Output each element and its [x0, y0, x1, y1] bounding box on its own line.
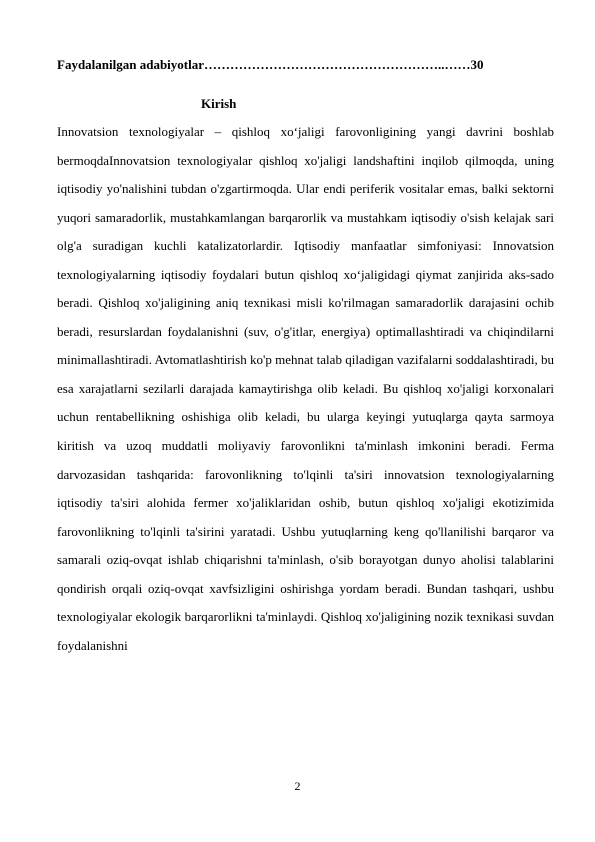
body-paragraph: Innovatsion texnologiyalar – qishloq xo‘jaligi farovonligining yangi davrini boshlab bermoqdaInnovatsion texnologiyalar qishloq xo'jaligi landshaftini inqilob qilmoqda, uning iqtisodiy yo'nalishini tubdan o'zgartirmoqda. Ular endi periferik vositalar emas, balki sektorni yuqori samaradorlik, mustahkamlangan barqarorlik va mustahkam iqtisodiy o'sish kelajak sari olg'a suradigan kuchli katalizatorlardir. Iqtisodiy manfaatlar simfoniyasi: Innovatsion texnologiyalarning iqtisodiy foydalari butun qishloq xo‘jaligidagi qiymat zanjirida aks-sado beradi. Qishloq xo'jaligining aniq texnikasi misli ko'rilmagan samaradorlik darajasini ochib beradi, resurslardan foydalanishni (suv, o'g'itlar, energiya) optimallashtiradi va chiqindilarni minimallashtiradi. Avtomatlashtirish ko'p mehnat talab qiladigan vazifalarni soddalashtiradi, bu esa xarajatlarni sezilarli darajada kamaytirishga olib keladi. Bu qishloq xo'jaligi korxonalari uchun rentabellikning oshishiga olib keladi, bu ularga keyingi yutuqlarga qayta sarmoya kiritish va uzoq muddatli moliyaviy farovonlikni ta'minlash imkonini beradi. Ferma darvozasidan tashqarida: farovonlikning to'lqinli ta'siri innovatsion texnologiyalarning iqtisodiy ta'siri alohida fermer xo'jaliklaridan oshib, butun qishloq xo'jaligi ekotizimida farovonlikning to'lqinli ta'sirini yaratadi. Ushbu yutuqlarning keng qo'llanilishi barqaror va samarali oziq-ovqat ishlab chiqarishni ta'minlash, o'sib borayotgan dunyo aholisi talablarini qondirish orqali oziq-ovqat xavfsizligini oshirishga yordam beradi. Bundan tashqari, ushbu texnologiyalar ekologik barqarorlikni ta'minlaydi. Qishloq xo'jaligining nozik texnikasi suvdan foydalanishni [57, 124, 554, 653]
toc-entry-references: Faydalanilgan adabiyotlar………………………………………………..……30 [57, 57, 484, 72]
page-number: 2 [294, 779, 301, 793]
section-heading: Kirish [201, 96, 237, 111]
